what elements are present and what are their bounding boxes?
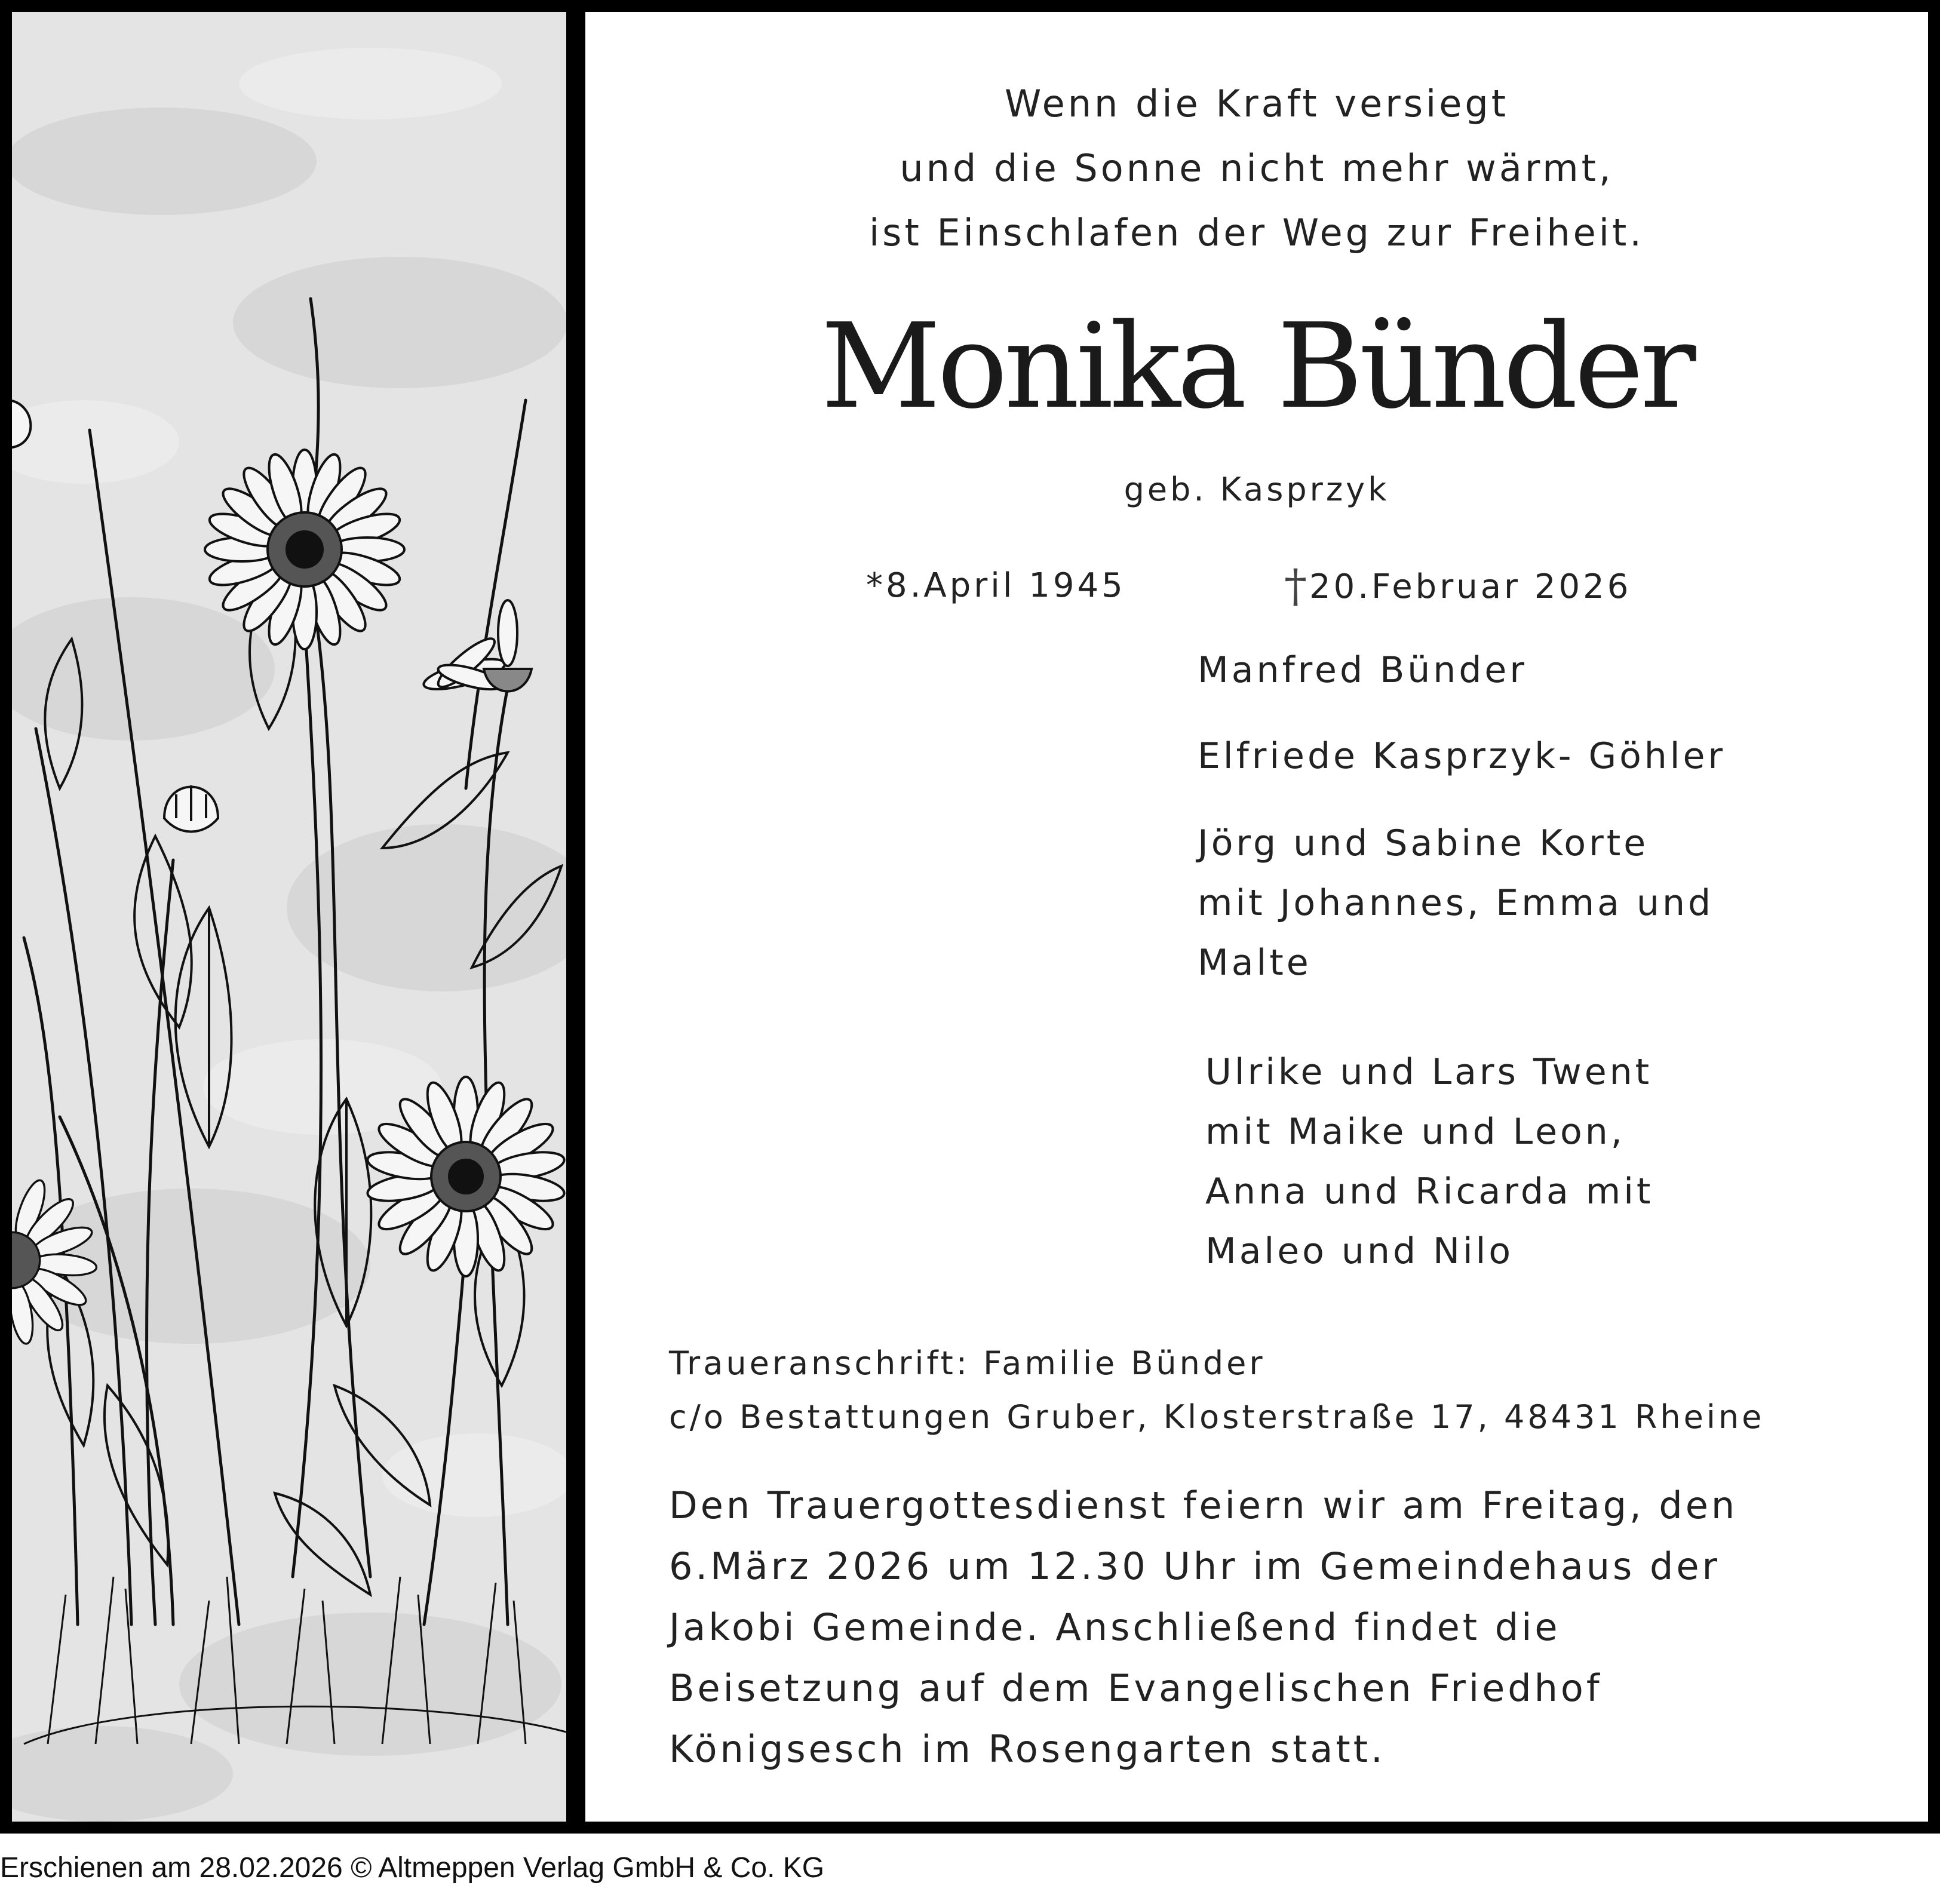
service-line: 6.März 2026 um 12.30 Uhr im Gemeindehaus der	[669, 1544, 1721, 1588]
verse-line: ist Einschlafen der Weg zur Freiheit.	[868, 211, 1645, 254]
mourner-line: Jörg und Sabine Korte	[1198, 822, 1649, 864]
daisy-illustration	[12, 12, 566, 1822]
mourner-group	[1198, 813, 1714, 993]
verse-line: und die Sonne nicht mehr wärmt,	[900, 146, 1614, 190]
mourner-line: Elfriede Kasprzyk- Göhler	[1198, 735, 1726, 777]
maiden-name: geb. Kasprzyk	[1124, 471, 1390, 508]
obituary-text-panel	[585, 12, 1928, 1822]
service-line: Den Trauergottesdienst feiern wir am Freitag, den	[669, 1484, 1738, 1527]
mourner-line: Maleo und Nilo	[1205, 1230, 1514, 1272]
deceased-name: Monika Bünder	[821, 299, 1693, 435]
mourner-line: Ulrike und Lars Twent	[1205, 1051, 1653, 1093]
verse-line: Wenn die Kraft versiegt	[1004, 82, 1509, 125]
mourner-group	[1205, 1042, 1653, 1281]
mourner-line: Malte	[1198, 942, 1312, 984]
flower-drawing	[12, 12, 566, 1822]
mourner-group	[1198, 726, 1726, 786]
funeral-service-notice	[669, 1475, 1738, 1780]
mourner-group	[1198, 640, 1527, 700]
death-date-block	[1284, 559, 1631, 612]
mourner-line: Anna und Ricarda mit	[1205, 1171, 1654, 1212]
mourning-address	[669, 1337, 1764, 1444]
mourner-line: mit Johannes, Emma und	[1198, 882, 1714, 924]
verse	[585, 72, 1928, 265]
service-line: Beisetzung auf dem Evangelischen Friedhof	[669, 1666, 1603, 1710]
address-line: c/o Bestattungen Gruber, Klosterstraße 17, 48431 Rheine	[669, 1398, 1765, 1436]
death-date: 20.Februar 2026	[1309, 567, 1632, 606]
mourner-line: Manfred Bünder	[1198, 649, 1527, 691]
service-line: Königsesch im Rosengarten statt.	[669, 1727, 1386, 1771]
service-line: Jakobi Gemeinde. Anschließend findet die	[669, 1605, 1561, 1649]
publication-footer: Erschienen am 28.02.2026 © Altmeppen Verlag GmbH & Co. KG	[0, 1852, 825, 1884]
mourner-line: mit Maike und Leon,	[1205, 1111, 1625, 1153]
birth-date: *8.April 1945	[866, 566, 1126, 605]
address-line: Traueranschrift: Familie Bünder	[669, 1344, 1266, 1382]
cross-icon: †	[1284, 559, 1307, 612]
